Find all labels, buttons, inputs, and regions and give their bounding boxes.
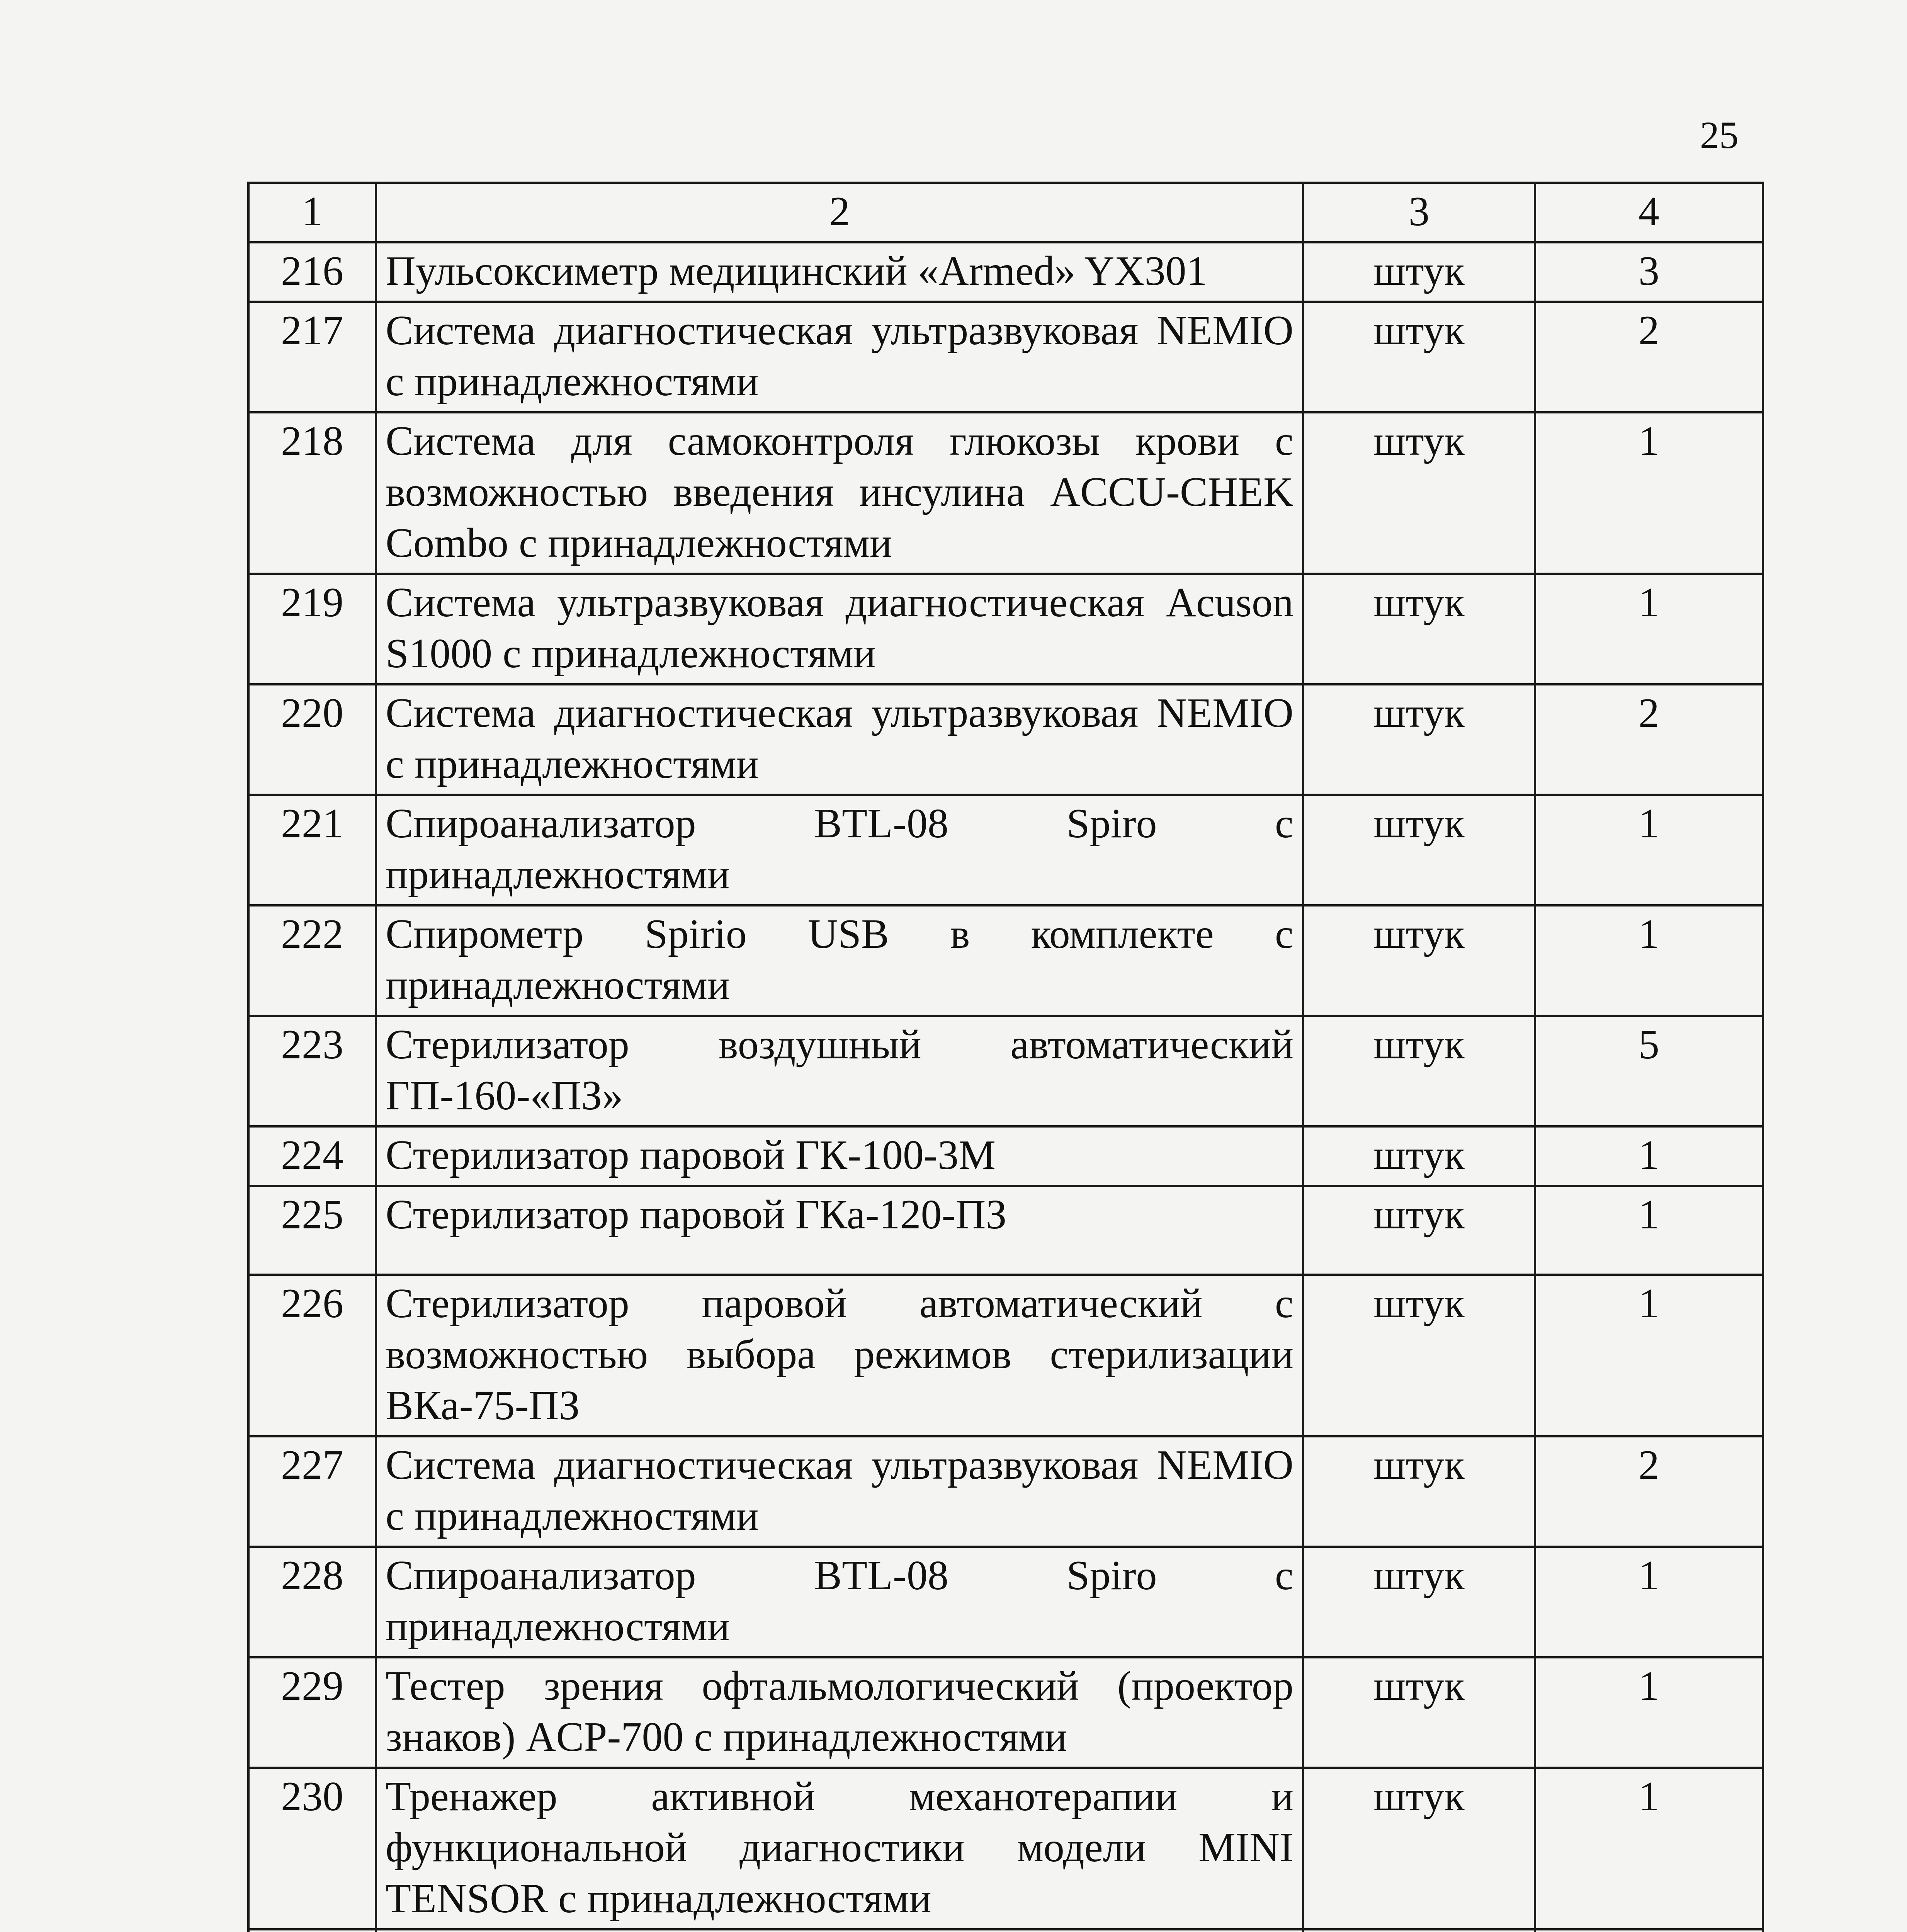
header-col-2: 2 [376,183,1303,242]
header-col-4: 4 [1535,183,1763,242]
table-row [248,302,1763,412]
equipment-table-container [247,182,1762,1932]
row-number: 223 [248,1016,376,1126]
item-name: Стерилизатор паровой автоматический с возможностью выбора режимов стерилизации ВКа-75-ПЗ [376,1275,1303,1436]
row-number: 218 [248,412,376,574]
item-quantity: 2 [1535,302,1763,412]
item-unit: штук [1303,1126,1535,1186]
table-row [248,795,1763,905]
row-number: 227 [248,1436,376,1547]
item-quantity: 1 [1535,1657,1763,1768]
table-row [248,1186,1763,1275]
item-unit: штук [1303,905,1535,1016]
row-number: 216 [248,242,376,302]
item-quantity: 1 [1535,1126,1763,1186]
item-quantity [1535,1929,1763,1932]
row-number: 225 [248,1186,376,1275]
item-unit: штук [1303,1768,1535,1929]
table-row [248,1126,1763,1186]
row-number: 217 [248,302,376,412]
item-unit: штук [1303,1186,1535,1275]
item-name: Система диагностическая ультразвуковая NEMIO с принадлежностями [376,302,1303,412]
item-name: Спироанализатор BTL-08 Spiro с принадлежностями [376,795,1303,905]
item-name: Пульсоксиметр медицинский «Armed» YX301 [376,242,1303,302]
item-quantity: 1 [1535,574,1763,684]
item-unit: штук [1303,1547,1535,1657]
item-unit [1303,1929,1535,1932]
table-row [248,1768,1763,1929]
table-row [248,684,1763,795]
row-number: 226 [248,1275,376,1436]
item-unit: штук [1303,412,1535,574]
item-unit: штук [1303,1657,1535,1768]
table-row [248,905,1763,1016]
item-name: Тренажер активной механотерапии и функциональной диагностики модели MINI TENSOR с принадлежностями [376,1768,1303,1929]
row-number: 222 [248,905,376,1016]
item-quantity: 5 [1535,1016,1763,1126]
item-name: Стерилизатор воздушный автоматический ГП-160-«ПЗ» [376,1016,1303,1126]
item-unit: штук [1303,684,1535,795]
page-number: 25 [1700,114,1739,156]
table-row [248,242,1763,302]
item-name: Тестер зрения офтальмологический (проектор знаков) ACP-700 с принадлежностями [376,1657,1303,1768]
table-row [248,1929,1763,1932]
table-row [248,1275,1763,1436]
row-number: 219 [248,574,376,684]
item-quantity: 1 [1535,1547,1763,1657]
item-name [376,1929,1303,1932]
header-col-1: 1 [248,183,376,242]
table-row [248,1657,1763,1768]
item-unit: штук [1303,795,1535,905]
table-row [248,1436,1763,1547]
item-quantity: 1 [1535,1275,1763,1436]
row-number [248,1929,376,1932]
item-unit: штук [1303,1275,1535,1436]
item-name: Спирометр Spirio USB в комплекте с принадлежностями [376,905,1303,1016]
item-unit: штук [1303,1436,1535,1547]
item-unit: штук [1303,302,1535,412]
item-quantity: 3 [1535,242,1763,302]
row-number: 230 [248,1768,376,1929]
row-number: 220 [248,684,376,795]
item-unit: штук [1303,1016,1535,1126]
item-quantity: 1 [1535,1186,1763,1275]
item-unit: штук [1303,242,1535,302]
item-name: Система диагностическая ультразвуковая NEMIO с принадлежностями [376,1436,1303,1547]
item-name: Стерилизатор паровой ГКа-120-ПЗ [376,1186,1303,1275]
item-quantity: 1 [1535,905,1763,1016]
row-number: 224 [248,1126,376,1186]
item-quantity: 2 [1535,684,1763,795]
table-row [248,1016,1763,1126]
table-header-row [248,183,1763,242]
table-row [248,412,1763,574]
row-number: 229 [248,1657,376,1768]
row-number: 228 [248,1547,376,1657]
header-col-3: 3 [1303,183,1535,242]
item-name: Стерилизатор паровой ГК-100-3М [376,1126,1303,1186]
row-number: 221 [248,795,376,905]
item-unit: штук [1303,574,1535,684]
item-name: Система ультразвуковая диагностическая Acuson S1000 с принадлежностями [376,574,1303,684]
equipment-table [247,182,1764,1932]
item-name: Система диагностическая ультразвуковая NEMIO с принадлежностями [376,684,1303,795]
item-name: Система для самоконтроля глюкозы крови с возможностью введения инсулина ACCU-CHEK Combo с принадлежностями [376,412,1303,574]
item-quantity: 1 [1535,795,1763,905]
item-quantity: 1 [1535,1768,1763,1929]
item-quantity: 2 [1535,1436,1763,1547]
item-quantity: 1 [1535,412,1763,574]
item-name: Спироанализатор BTL-08 Spiro с принадлежностями [376,1547,1303,1657]
table-row [248,574,1763,684]
table-row [248,1547,1763,1657]
